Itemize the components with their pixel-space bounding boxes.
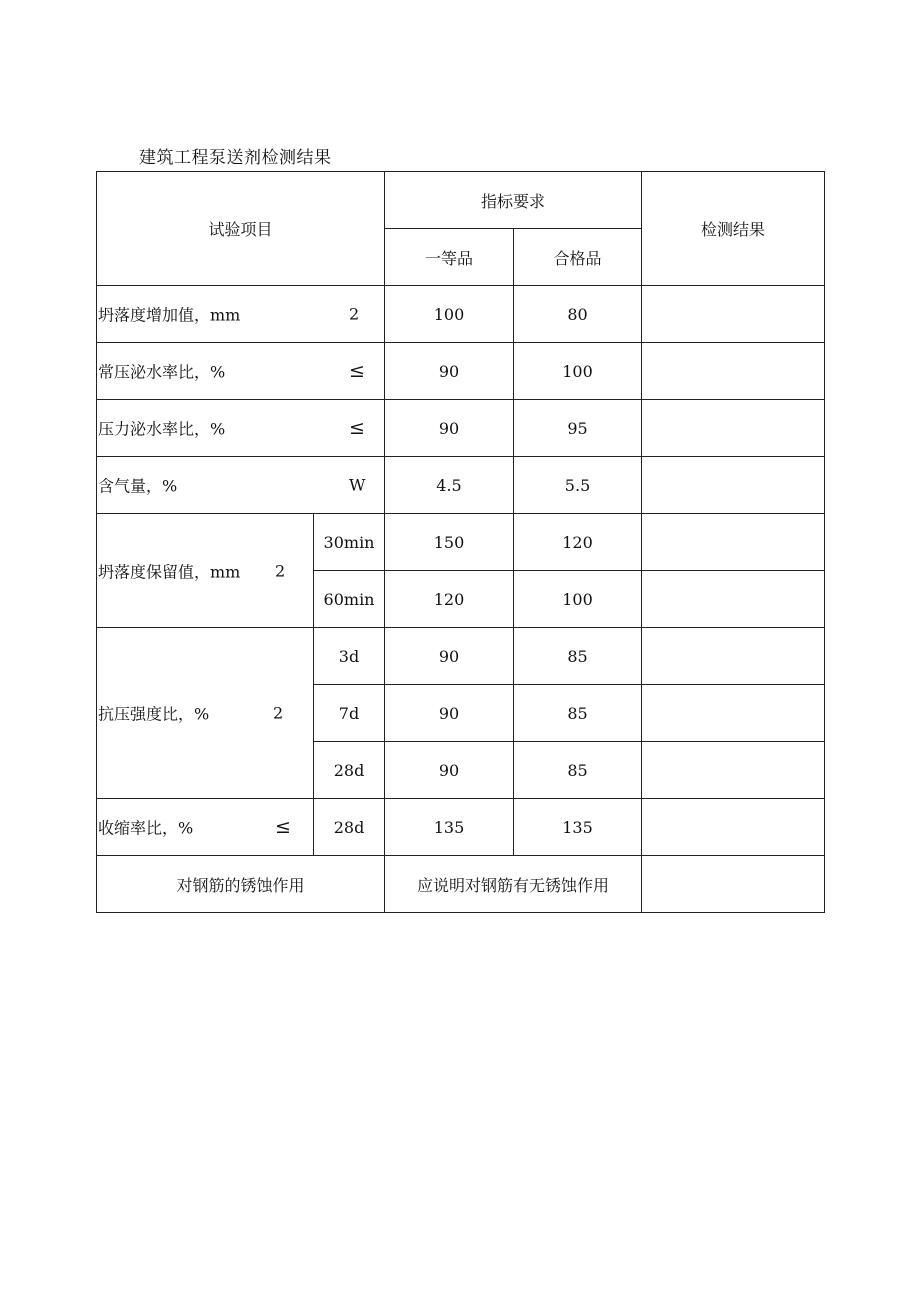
row-label: 抗压强度比，% [98, 704, 210, 724]
age-cell: 28d [314, 799, 385, 856]
first-grade-value: 90 [385, 628, 514, 685]
row-label: 常压泌水率比，% [98, 362, 226, 382]
age-cell: 7d [314, 685, 385, 742]
row-mark: ≤ [275, 816, 291, 838]
header-test-result: 检测结果 [642, 172, 825, 286]
result-cell [642, 742, 825, 799]
qualified-value: 85 [514, 742, 642, 799]
row-label-cell [97, 514, 314, 628]
first-grade-value: 90 [385, 685, 514, 742]
header-test-item: 试验项目 [97, 172, 385, 286]
header-first-grade: 一等品 [385, 229, 514, 286]
result-cell [642, 400, 825, 457]
qualified-value: 85 [514, 628, 642, 685]
qualified-value: 120 [514, 514, 642, 571]
age-cell: 60min [314, 571, 385, 628]
row-label-cell [97, 343, 385, 400]
result-cell [642, 286, 825, 343]
row-label-cell [97, 628, 314, 799]
table-row [97, 628, 825, 685]
table-row [97, 799, 825, 856]
first-grade-value: 4.5 [385, 457, 514, 514]
age-cell: 3d [314, 628, 385, 685]
result-cell [642, 856, 825, 913]
row-mark: ≤ [349, 417, 365, 439]
table-row [97, 856, 825, 913]
first-grade-value: 100 [385, 286, 514, 343]
table-row [97, 286, 825, 343]
table-row [97, 400, 825, 457]
qualified-value: 100 [514, 343, 642, 400]
row-label-cell [97, 457, 385, 514]
first-grade-value: 90 [385, 343, 514, 400]
document-title: 建筑工程泵送剂检测结果 [139, 148, 332, 168]
header-index-requirement: 指标要求 [385, 172, 642, 229]
age-cell: 28d [314, 742, 385, 799]
qualified-value: 5.5 [514, 457, 642, 514]
table-row [97, 457, 825, 514]
row-label-cell [97, 400, 385, 457]
corrosion-label: 对钢筋的锈蚀作用 [97, 856, 385, 913]
qualified-value: 80 [514, 286, 642, 343]
qualified-value: 85 [514, 685, 642, 742]
qualified-value: 95 [514, 400, 642, 457]
corrosion-requirement: 应说明对钢筋有无锈蚀作用 [385, 856, 642, 913]
result-cell [642, 685, 825, 742]
result-cell [642, 514, 825, 571]
row-label: 压力泌水率比，% [98, 419, 226, 439]
header-qualified: 合格品 [514, 229, 642, 286]
first-grade-value: 120 [385, 571, 514, 628]
age-cell: 30min [314, 514, 385, 571]
row-mark: ≤ [349, 360, 365, 382]
first-grade-value: 90 [385, 742, 514, 799]
result-cell [642, 571, 825, 628]
row-mark: 2 [275, 561, 286, 580]
first-grade-value: 90 [385, 400, 514, 457]
result-cell [642, 799, 825, 856]
row-label-cell [97, 286, 385, 343]
row-label: 含气量，% [98, 476, 178, 496]
row-label: 坍落度保留值，mm [98, 562, 241, 581]
result-cell [642, 628, 825, 685]
row-label: 坍落度增加值，mm [98, 305, 241, 325]
first-grade-value: 150 [385, 514, 514, 571]
table-row [97, 343, 825, 400]
row-label: 收缩率比，% [98, 818, 194, 838]
row-mark: 2 [273, 703, 284, 723]
row-label-cell [97, 799, 314, 856]
result-cell [642, 343, 825, 400]
table-row [97, 514, 825, 571]
qualified-value: 100 [514, 571, 642, 628]
table-header-row [97, 172, 825, 229]
test-results-table [96, 171, 825, 913]
result-cell [642, 457, 825, 514]
qualified-value: 135 [514, 799, 642, 856]
row-mark: W [349, 475, 366, 495]
row-mark: 2 [349, 304, 360, 324]
first-grade-value: 135 [385, 799, 514, 856]
